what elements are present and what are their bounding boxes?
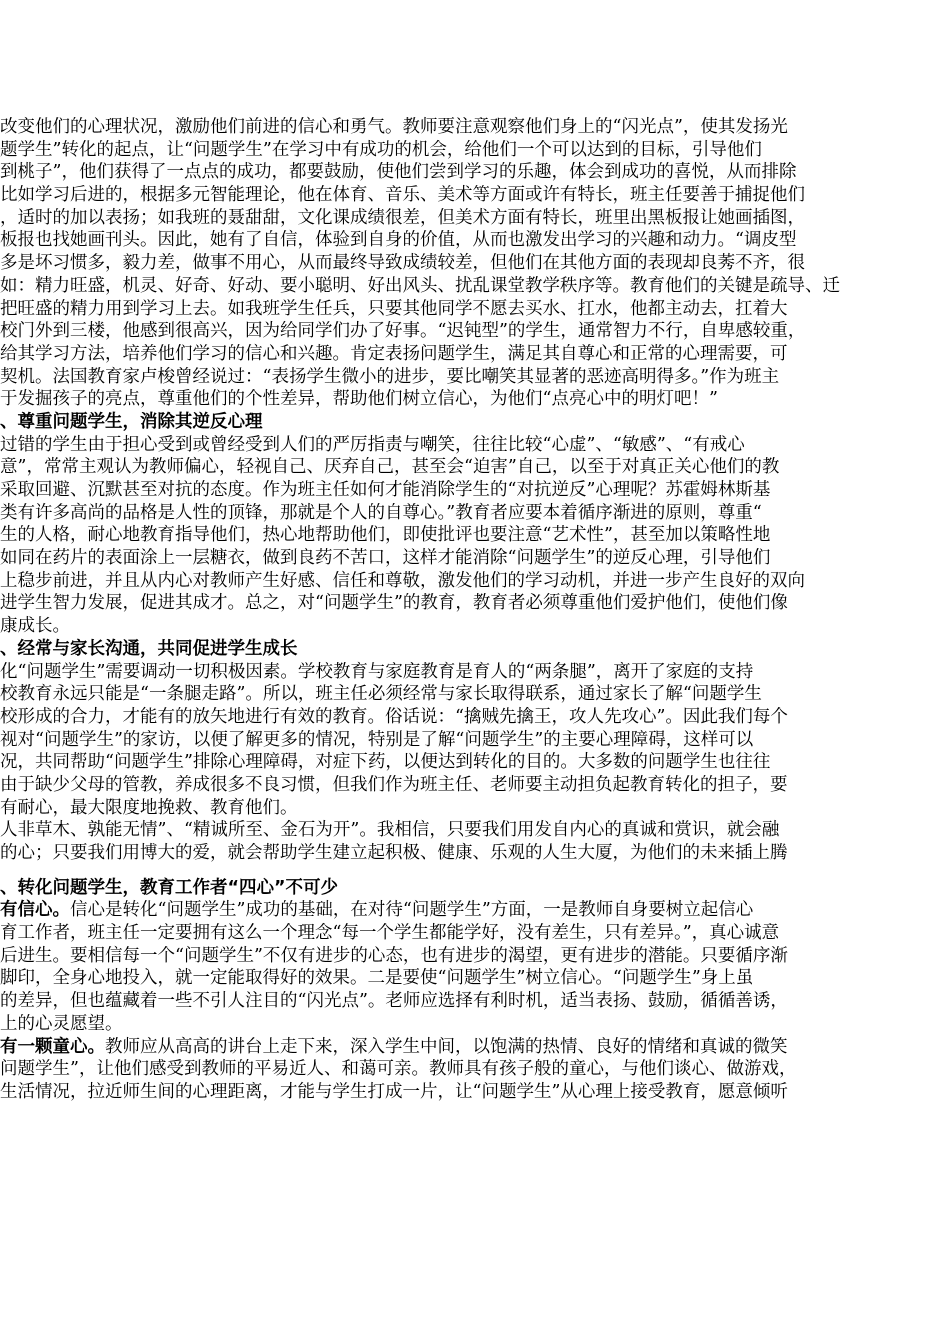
text-line: 契机。法国教育家卢梭曾经说过：“表扬学生微小的进步，要比嘲笑其显著的恶迹高明得多。”作为班主 (0, 366, 780, 387)
text-line: 给其学习方法，培养他们学习的信心和兴趣。肯定表扬问题学生，满足其自尊心和正常的心理需要，可 (0, 343, 788, 364)
text-line: 于发掘孩子的亮点，尊重他们的个性差异，帮助他们树立信心，为他们“点亮心中的明灯吧！” (0, 389, 718, 410)
item-confidence-first-line (0, 899, 950, 922)
text-line: 板报也找她画刊头。因此，她有了自信，体验到自身的价值，从而也激发出学习的兴趣和动力。“调皮型 (0, 230, 797, 251)
text-line: 视对“问题学生”的家访，以便了解更多的情况，特别是了解“问题学生”的主要心理障碍，这样可以 (0, 729, 754, 750)
text-line: 上的心灵愿望。 (0, 1013, 123, 1034)
text-line: 问题学生”，让他们感受到教师的平易近人、和蔼可亲。教师具有孩子般的童心，与他们谈心、做游戏， (0, 1059, 797, 1080)
text-line: 由于缺少父母的管教，养成很多不良习惯，但我们作为班主任、老师要主动担负起教育转化的担子，要 (0, 774, 788, 795)
text-line: 如：精力旺盛，机灵、好奇、好动、要小聪明、好出风头、扰乱课堂教学秩序等。教育他们的关键是疏导、迁 (0, 275, 840, 296)
text-line: 校门外到三楼，他感到很高兴，因为给同学们办了好事。“迟钝型”的学生，通常智力不行，自卑感较重， (0, 321, 806, 342)
text-line: 进学生智力发展，促进其成才。总之，对“问题学生”的教育，教育者必须尊重他们爱护他们，使他们像 (0, 593, 788, 614)
item-childlike-body (0, 1058, 950, 1103)
text-line: 多是坏习惯多，毅力差，做事不用心，从而最终导致成绩较差，但他们在其他方面的表现却良莠不齐，很 (0, 253, 805, 274)
text-line: 的差异，但也蕴藏着一些不引人注目的“闪光点”。老师应选择有利时机，适当表扬、鼓励，循循善诱， (0, 991, 788, 1012)
text-line: 康成长。 (0, 616, 70, 637)
text-line: 题学生”转化的起点，让“问题学生”在学习中有成功的机会，给他们一个可以达到的目标，引导他们 (0, 139, 762, 160)
text-line: ，适时的加以表扬；如我班的聂甜甜，文化课成绩很差，但美术方面有特长，班里出黑板报让她画插图， (0, 207, 805, 228)
text-line: 到桃子”，他们获得了一点点的成功，都要鼓励，使他们尝到学习的乐趣，体会到成功的喜悦，从而排除 (0, 162, 797, 183)
item-childlike-text: 教师应从高高的讲台上走下来，深入学生中间，以饱满的热情、良好的情绪和真诚的微笑 (105, 1036, 788, 1057)
text-line: 育工作者，班主任一定要拥有这么一个理念“每一个学生都能学好，没有差生，只有差异。”，真心诚意 (0, 923, 780, 944)
blank-gap (0, 865, 950, 877)
text-line: 如同在药片的表面涂上一层糖衣，做到良药不苦口，这样才能消除“问题学生”的逆反心理，引导他们 (0, 548, 771, 569)
text-line: 生活情况，拉近师生间的心理距离，才能与学生打成一片，让“问题学生”从心理上接受教育，愿意倾听 (0, 1081, 788, 1102)
section-heading-respect: 、尊重问题学生，消除其逆反心理 (0, 411, 263, 432)
text-line: 校形成的合力，才能有的放矢地进行有效的教育。俗话说：“擒贼先擒王，攻人先攻心”。因此我们每个 (0, 706, 788, 727)
text-line: 校教育永远只能是“一条腿走路”。所以，班主任必须经常与家长取得联系，通过家长了解“问题学生 (0, 684, 762, 705)
text-line: 况，共同帮助“问题学生”排除心理障碍，对症下药，以便达到转化的目的。大多数的问题学生也往往 (0, 752, 771, 773)
text-line: 上稳步前进，并且从内心对教师产生好感、信任和尊敬，激发他们的学习动机，并进一步产生良好的双向 (0, 570, 805, 591)
text-line: 的心；只要我们用博大的爱，就会帮助学生建立起积极、健康、乐观的人生大厦，为他们的未来插上腾 (0, 843, 788, 863)
section-heading-four-hearts: 、转化问题学生，教育工作者“四心”不可少 (0, 877, 339, 898)
text-line: 比如学习后进的，根据多元智能理论，他在体育、音乐、美术等方面或许有特长，班主任要善于捕捉他们 (0, 185, 805, 206)
item-confidence-title: 有信心。 (0, 900, 70, 921)
text-line: 人非草木、孰能无情”、“精诚所至、金石为开”。我相信，只要我们用发自内心的真诚和赏识，就会融 (0, 820, 780, 841)
item-childlike-first-line (0, 1036, 950, 1059)
document-page (0, 116, 950, 1104)
section-respect-body (0, 434, 950, 638)
text-line: 把旺盛的精力用到学习上去。如我班学生任兵，只要其他同学不愿去买水、扛水，他都主动去，扛着大 (0, 298, 788, 319)
text-line: 采取回避、沉默甚至对抗的态度。作为班主任如何才能消除学生的“对抗逆反”心理呢？苏霍姆林斯基 (0, 480, 771, 500)
text-line: 意”，常常主观认为教师偏心，轻视自己、厌弃自己，甚至会“迫害”自己，以至于对真正关心他们的教 (0, 457, 780, 478)
item-confidence-text: 信心是转化“问题学生”成功的基础，在对待“问题学生”方面，一是教师自身要树立起信心 (70, 900, 754, 921)
section-intro (0, 116, 950, 411)
text-line: 类有许多高尚的品格是人性的顶锋，那就是个人的自尊心。”教育者应要本着循序渐进的原则，尊重“ (0, 502, 762, 523)
text-line: 改变他们的心理状况，激励他们前进的信心和勇气。教师要注意观察他们身上的“闪光点”，使其发扬光 (0, 117, 788, 137)
text-line: 脚印，全身心地投入，就一定能取得好的效果。二是要使“问题学生”树立信心。“问题学生”身上虽 (0, 968, 754, 989)
item-confidence-body (0, 922, 950, 1035)
text-line: 化“问题学生”需要调动一切积极因素。学校教育与家庭教育是育人的“两条腿”，离开了家庭的支持 (0, 661, 754, 682)
text-line: 过错的学生由于担心受到或曾经受到人们的严厉指责与嘲笑，往往比较“心虚”、“敏感”、“有戒心 (0, 434, 745, 455)
text-line: 生的人格，耐心地教育指导他们，热心地帮助他们，即使批评也要注意“艺术性”，甚至加以策略性地 (0, 525, 771, 546)
text-line: 有耐心，最大限度地挽救、教育他们。 (0, 797, 298, 818)
section-heading-parents: 、经常与家长沟通，共同促进学生成长 (0, 638, 298, 659)
section-parents-body (0, 661, 950, 865)
text-line: 后进生。要相信每一个“问题学生”不仅有进步的心态，也有进步的渴望，更有进步的潜能。只要循序渐 (0, 945, 788, 966)
item-childlike-title: 有一颗童心。 (0, 1036, 105, 1057)
